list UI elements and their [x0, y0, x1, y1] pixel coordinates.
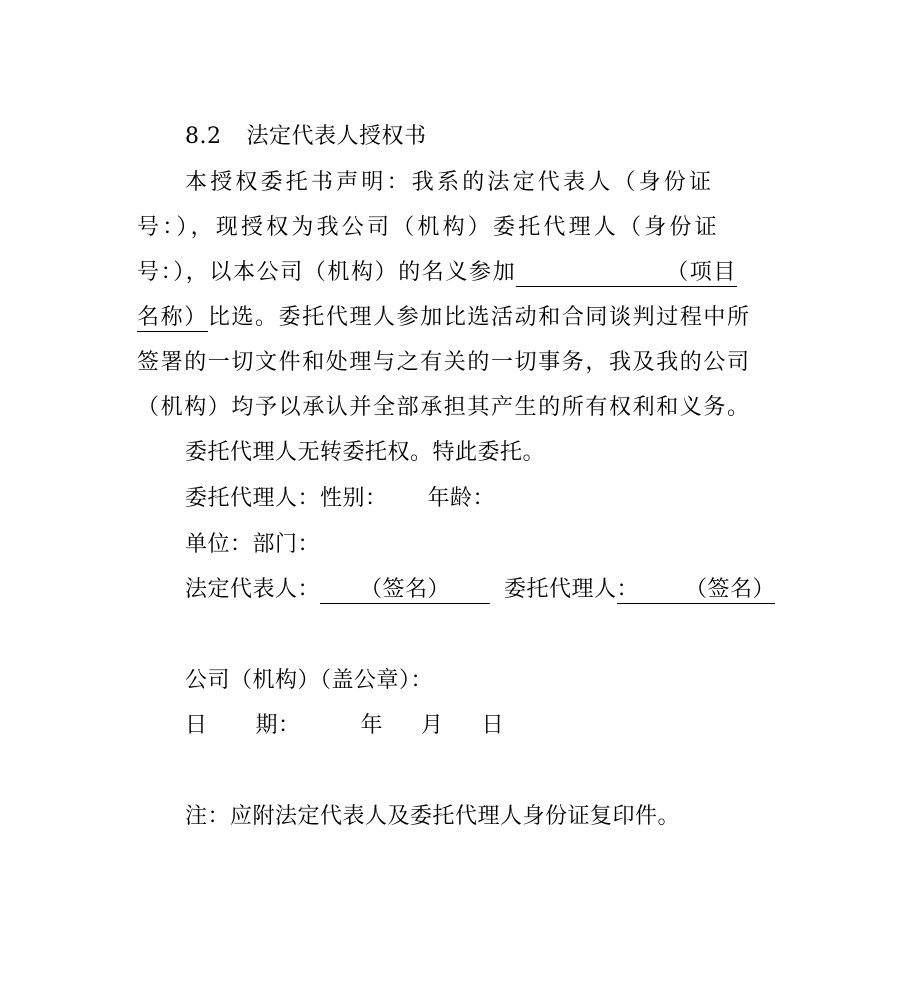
project-name-blank: [516, 260, 737, 287]
paragraph-line: 本授权委托书声明：我系的法定代表人（身份证: [185, 170, 715, 195]
date-label-ri: 日: [185, 713, 208, 738]
agent-sign-colon: ：: [616, 577, 640, 602]
paragraph-line: [137, 303, 751, 333]
date-day: 日: [481, 713, 505, 738]
date-month: 月: [421, 713, 444, 738]
date-year: 年: [360, 713, 384, 738]
paragraph-line: （机构）均予以承认并全部承担其产生的所有权利和义务。: [137, 395, 751, 420]
agent-info-line: [185, 484, 495, 514]
legal-rep-sign-hint: （签名）: [360, 577, 451, 602]
paragraph-line: 签署的一切文件和处理与之有关的一切事务，我及我的公司: [137, 350, 751, 375]
paragraph-line: 号：），现授权为我公司（机构）委托代理人（身份证: [137, 215, 720, 240]
legal-rep-signature-blank: [320, 577, 490, 604]
agent-sign-hint: （签名）: [685, 577, 776, 602]
project-name-label: （项目: [666, 260, 738, 285]
paragraph-text: 号：），以本公司（机构）的名义参加: [137, 260, 517, 285]
paragraph-line: [137, 258, 737, 288]
agent-sign-label: 委托代理人: [504, 577, 617, 602]
agent-age-label: 年龄：: [427, 486, 496, 511]
date-line: [185, 711, 504, 741]
section-number: 8.2: [185, 124, 222, 149]
paragraph-line: 委托代理人无转委托权。特此委托。: [185, 440, 546, 465]
section-title: 法定代表人授权书: [246, 124, 427, 149]
note-line: 注：应附法定代表人及委托代理人身份证复印件。: [185, 804, 681, 829]
paragraph-text: 比选。委托代理人参加比选活动和合同谈判过程中所: [207, 305, 751, 330]
section-heading: [185, 122, 427, 152]
agent-gender-label: 委托代理人：性别：: [185, 486, 388, 511]
date-label-qi: 期：: [255, 713, 301, 738]
signature-line: [185, 575, 775, 605]
company-seal-line: 公司（机构）（盖公章）：: [185, 668, 434, 693]
unit-dept-line: 单位：部门：: [185, 532, 321, 557]
legal-rep-label: 法定代表人：: [185, 577, 321, 602]
project-name-label-cont: 名称）: [137, 305, 208, 330]
agent-signature-blank: [617, 577, 775, 604]
